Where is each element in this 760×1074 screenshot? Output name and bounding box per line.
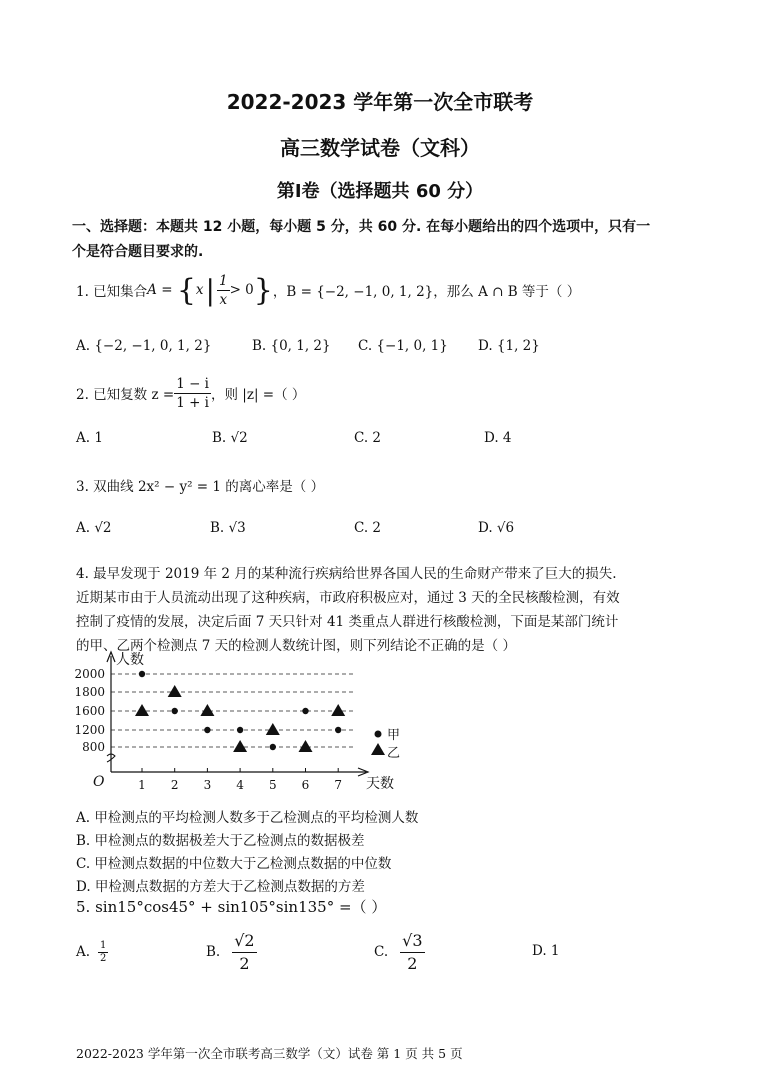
q4-line-4: 的甲、乙两个检测点 7 天的检测人数统计图，则下列结论不正确的是（ ）: [76, 638, 516, 654]
exam-subtitle: 高三数学试卷（文科）: [280, 136, 480, 160]
q5-b-den: 2: [239, 953, 250, 973]
q1-set-b: ，B = {−2, −1, 0, 1, 2}: [272, 284, 434, 300]
q5-option-a-label: A.: [76, 944, 91, 960]
q1-var: x: [195, 282, 204, 298]
q1-set-a-name: A: [147, 282, 157, 298]
y-tick-label: 2000: [74, 667, 105, 681]
q4-option-c: C. 甲检测点数据的中位数大于乙检测点数据的中位数: [76, 856, 392, 872]
q3-option-a: A. √2: [76, 520, 112, 536]
x-tick-label: 6: [301, 778, 310, 792]
point-yi: [168, 685, 182, 697]
y-tick-label: 1200: [74, 723, 105, 737]
q1-bar: |: [205, 273, 215, 307]
q3-option-d: D. √6: [478, 520, 515, 536]
point-jia: [139, 671, 145, 677]
q5-option-a: [76, 932, 108, 972]
page-footer: 2022-2023 学年第一次全市联考高三数学（文）试卷 第 1 页 共 5 页: [76, 1046, 463, 1061]
q4-option-b: B. 甲检测点的数据极差大于乙检测点的数据极差: [76, 833, 365, 849]
q2-suffix: ，则 |z| =（ ）: [211, 387, 306, 403]
y-tick-label: 1600: [74, 704, 105, 718]
q5-a-den: 2: [100, 952, 107, 964]
legend-marker-yi: [371, 743, 385, 755]
q1-prefix: 1. 已知集合: [76, 284, 148, 300]
section-instructions-line1: 一、选择题：本题共 12 小题，每小题 5 分，共 60 分. 在每小题给出的四个选项中，只有一: [72, 219, 651, 235]
q1-cond: > 0: [229, 282, 254, 298]
point-jia: [270, 744, 276, 750]
legend-label-jia: 甲: [387, 728, 401, 743]
section-instructions-line2: 个是符合题目要求的.: [72, 244, 204, 260]
q2-prefix: 2. 已知复数 z =: [76, 387, 175, 403]
origin-label: O: [93, 774, 105, 790]
question-5: 5. sin15°cos45° + sin105°sin135° =（ ）: [76, 898, 387, 916]
q1-equals: =: [156, 282, 177, 298]
q5-a-num: 1: [100, 939, 107, 951]
q1-option-a: A. {−2, −1, 0, 1, 2}: [76, 338, 212, 354]
point-yi: [266, 723, 280, 735]
q5-b-num: √2: [232, 930, 256, 953]
q5-option-b-frac: [232, 930, 256, 975]
y-tick-label: 800: [82, 740, 105, 754]
q2-option-a: A. 1: [76, 430, 103, 446]
x-tick-label: 2: [170, 778, 179, 792]
y-axis-label: 人数: [116, 652, 144, 668]
q4-line-1: 4. 最早发现于 2019 年 2 月的某种流行疾病给世界各国人民的生命财产带来了巨大的损失.: [76, 566, 617, 582]
q5-option-b-label: B.: [206, 944, 221, 960]
q1-left-brace: {: [176, 272, 196, 308]
q1-option-b: B. {0, 1, 2}: [252, 338, 331, 354]
q5-c-num: √3: [400, 930, 424, 953]
q3-option-c: C. 2: [354, 520, 382, 536]
point-yi: [331, 704, 345, 716]
q1-frac-num: 1: [218, 272, 228, 289]
q2-option-c: C. 2: [354, 430, 382, 446]
q2-frac-num: 1 − i: [176, 375, 209, 392]
point-jia: [302, 708, 308, 714]
x-tick-label: 4: [236, 778, 244, 792]
q4-line-2: 近期某市由于人员流动出现了这种疾病，市政府积极应对，通过 3 天的全民核酸检测，有效: [76, 590, 620, 606]
q4-option-d: D. 甲检测点数据的方差大于乙检测点数据的方差: [76, 879, 365, 895]
y-tick-label: 1800: [74, 685, 105, 699]
point-yi: [135, 704, 149, 716]
q2-option-b: B. √2: [212, 430, 248, 446]
x-tick-label: 5: [268, 778, 277, 792]
x-tick-label: 1: [138, 778, 146, 792]
point-jia: [335, 727, 341, 733]
q4-option-a: A. 甲检测点的平均检测人数多于乙检测点的平均检测人数: [76, 810, 419, 826]
q1-option-c: C. {−1, 0, 1}: [358, 338, 448, 354]
q2-fraction: [174, 375, 211, 412]
question-1: [76, 270, 580, 310]
point-yi: [233, 740, 247, 752]
q5-option-a-frac: [98, 940, 108, 965]
section-title: 第Ⅰ卷（选择题共 60 分）: [276, 181, 484, 202]
point-yi: [299, 740, 313, 752]
q1-frac-den: x: [219, 291, 228, 308]
question-3: 3. 双曲线 2x² − y² = 1 的离心率是（ ）: [76, 479, 325, 495]
exam-title: 2022-2023 学年第一次全市联考: [226, 90, 534, 114]
q5-option-c: [374, 928, 425, 976]
q5-option-c-label: C.: [374, 944, 389, 960]
legend-marker-jia: [375, 731, 382, 738]
legend-label-yi: 乙: [387, 746, 401, 761]
point-jia: [172, 708, 178, 714]
q2-option-d: D. 4: [484, 430, 512, 446]
q1-option-d: D. {1, 2}: [478, 338, 540, 354]
point-yi: [200, 704, 214, 716]
q5-c-den: 2: [407, 953, 418, 973]
question-2: [76, 372, 305, 414]
q5-option-b: [206, 928, 257, 976]
q1-fraction: [217, 272, 230, 309]
point-jia: [204, 727, 210, 733]
q4-line-3: 控制了疫情的发展，决定后面 7 天只针对 41 类重点人群进行核酸检测，下面是某部门统计: [76, 614, 619, 630]
q1-right-brace: }: [253, 272, 273, 308]
x-axis-label: 天数: [366, 776, 394, 792]
q5-option-c-frac: [400, 930, 424, 975]
q5-option-d: D. 1: [532, 943, 560, 959]
q1-suffix: ，那么 A ∩ B 等于（ ）: [433, 284, 581, 300]
point-jia: [237, 727, 243, 733]
x-tick-label: 3: [203, 778, 212, 792]
q2-frac-den: 1 + i: [176, 394, 209, 411]
x-tick-label: 7: [334, 778, 343, 792]
detection-chart: [66, 644, 426, 806]
q3-option-b: B. √3: [210, 520, 246, 536]
